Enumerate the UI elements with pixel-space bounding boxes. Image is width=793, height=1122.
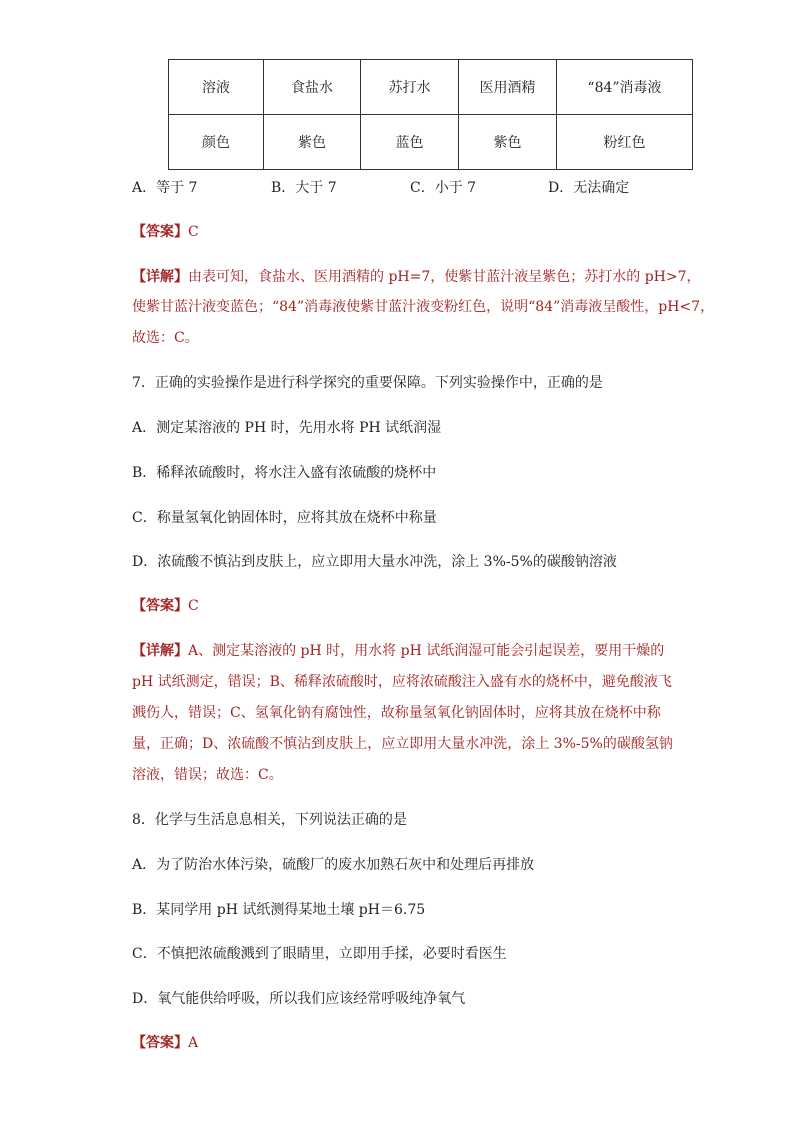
table-cell: 粉红色 (557, 115, 693, 170)
q7-detail-line2: pH 试纸测定，错误；B、稀释浓硫酸时，应将浓硫酸注入盛有水的烧杯中，避免酸液飞 (132, 674, 672, 690)
q8-stem: 8．化学与生活息息相关，下列说法正确的是 (132, 812, 407, 828)
q7-option-a: A．测定某溶液的 PH 时，先用水将 PH 试纸润湿 (132, 420, 442, 436)
indicator-color-table (168, 59, 693, 170)
q6-answer (132, 222, 199, 242)
q6-option-a: A．等于 7 (132, 180, 198, 196)
detail-text: 由表可知，食盐水、医用酒精的 pH=7，使紫甘蓝汁液呈紫色；苏打水的 pH>7， (188, 269, 701, 285)
detail-label: 【详解】 (132, 269, 188, 285)
answer-label: 【答案】 (132, 1035, 188, 1051)
table-cell: 紫色 (264, 115, 361, 170)
answer-label: 【答案】 (132, 598, 188, 614)
q6-detail-line2: 使紫甘蓝汁液变蓝色；“84”消毒液使紫甘蓝汁液变粉红色，说明“84”消毒液呈酸性，pH<7， (132, 299, 715, 315)
answer-label: 【答案】 (132, 224, 188, 240)
q7-option-b: B．稀释浓硫酸时，将水注入盛有浓硫酸的烧杯中 (132, 465, 437, 481)
table-cell: 医用酒精 (459, 60, 557, 115)
answer-value: A (188, 1035, 199, 1051)
q7-detail-line1 (132, 641, 664, 661)
q8-answer (132, 1033, 198, 1053)
q6-detail-line1 (132, 267, 701, 287)
q7-option-c: C．称量氢氧化钠固体时，应将其放在烧杯中称量 (132, 510, 437, 526)
q7-stem: 7．正确的实验操作是进行科学探究的重要保障。下列实验操作中，正确的是 (132, 375, 603, 391)
q7-detail-line3: 溅伤人，错误；C、氢氧化钠有腐蚀性，故称量氢氧化钠固体时，应将其放在烧杯中称 (132, 705, 661, 721)
q6-option-c: C．小于 7 (410, 180, 477, 196)
table-cell: 食盐水 (264, 60, 361, 115)
table-cell: 颜色 (169, 115, 264, 170)
q7-answer (132, 596, 199, 616)
table-cell: 溶液 (169, 60, 264, 115)
q8-option-d: D．氧气能供给呼吸，所以我们应该经常呼吸纯净氧气 (132, 991, 466, 1007)
q7-detail-line4: 量，正确；D、浓硫酸不慎沾到皮肤上，应立即用大量水冲洗，涂上 3%-5%的碳酸氢钠 (132, 736, 673, 752)
q8-option-c: C．不慎把浓硫酸溅到了眼睛里，立即用手揉，必要时看医生 (132, 946, 507, 962)
answer-value: C (188, 224, 199, 240)
q7-detail-line5: 溶液，错误；故选：C。 (132, 767, 283, 783)
q6-detail-line3: 故选：C。 (132, 330, 199, 346)
q8-option-a: A．为了防治水体污染，硫酸厂的废水加熟石灰中和处理后再排放 (132, 857, 535, 873)
q7-option-d: D．浓硫酸不慎沾到皮肤上，应立即用大量水冲洗，涂上 3%-5%的碳酸钠溶液 (132, 554, 617, 570)
table-cell: 紫色 (459, 115, 557, 170)
table-row (169, 115, 693, 170)
q6-option-d: D．无法确定 (548, 180, 630, 196)
detail-text: A、测定某溶液的 pH 时，用水将 pH 试纸润湿可能会引起误差，要用干燥的 (188, 643, 665, 659)
answer-value: C (188, 598, 199, 614)
q6-option-b: B．大于 7 (271, 180, 337, 196)
detail-label: 【详解】 (132, 643, 188, 659)
table-cell: “84”消毒液 (557, 60, 693, 115)
q8-option-b: B．某同学用 pH 试纸测得某地土壤 pH＝6.75 (132, 902, 426, 918)
table-cell: 苏打水 (361, 60, 459, 115)
table-cell: 蓝色 (361, 115, 459, 170)
table-row (169, 60, 693, 115)
